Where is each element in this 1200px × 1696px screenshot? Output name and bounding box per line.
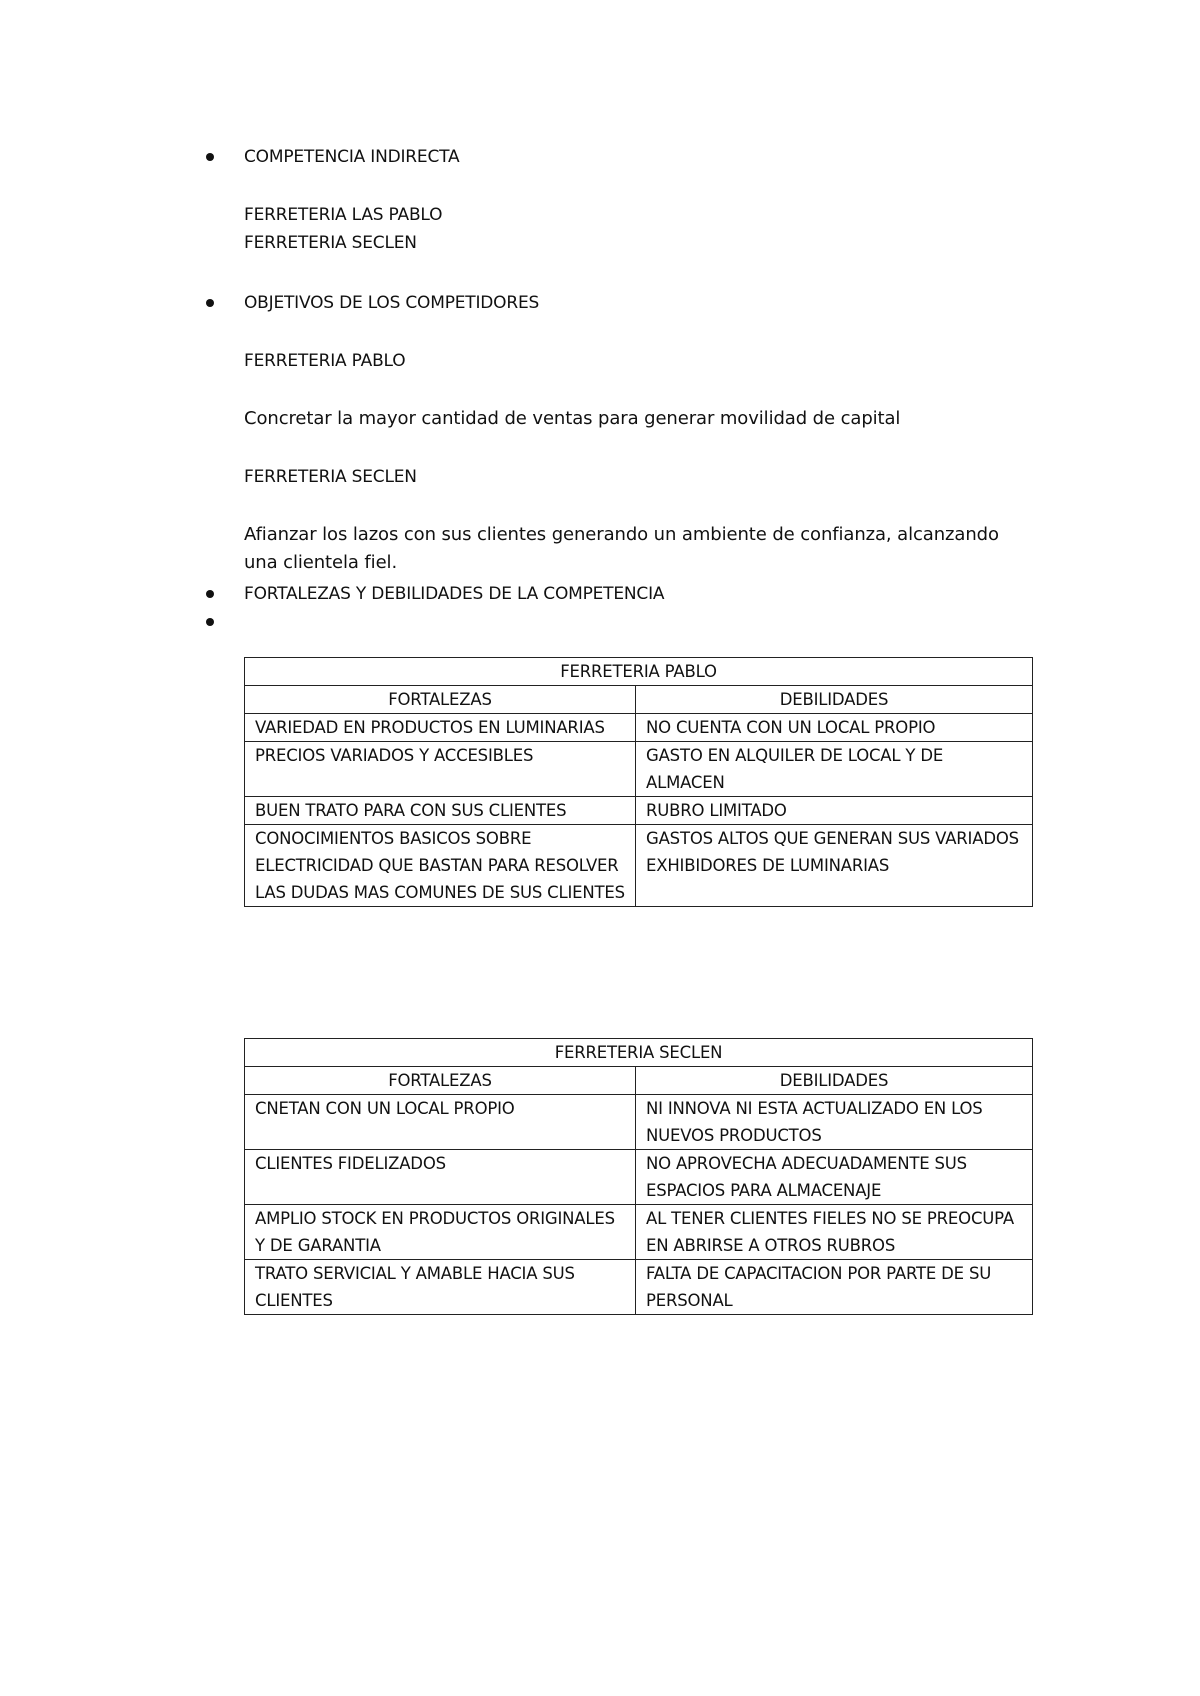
competitor-name-seclen: FERRETERIA SECLEN [244,467,417,487]
fortaleza-cell: TRATO SERVICIAL Y AMABLE HACIA SUS CLIENTES [245,1260,636,1315]
bullet-marker [206,590,214,598]
competitor-item: FERRETERIA SECLEN [244,233,417,253]
fortaleza-cell: VARIEDAD EN PRODUCTOS EN LUMINARIAS [245,714,636,742]
debilidad-cell: FALTA DE CAPACITACION POR PARTE DE SU PERSONAL [636,1260,1033,1315]
debilidad-cell: NI INNOVA NI ESTA ACTUALIZADO EN LOS NUEVOS PRODUCTOS [636,1095,1033,1150]
table-row [245,1205,1033,1260]
swot-table-pablo [244,657,1033,907]
column-header-fortalezas: FORTALEZAS [245,686,636,714]
competitor-item: FERRETERIA LAS PABLO [244,205,443,225]
column-header-debilidades: DEBILIDADES [636,686,1033,714]
bullet-marker [206,299,214,307]
debilidad-cell: RUBRO LIMITADO [636,797,1033,825]
competitor-name-pablo: FERRETERIA PABLO [244,351,406,371]
section-heading-objetivos: OBJETIVOS DE LOS COMPETIDORES [244,293,540,313]
table-row [245,797,1033,825]
bullet-marker [206,153,214,161]
debilidad-cell: GASTOS ALTOS QUE GENERAN SUS VARIADOS EXHIBIDORES DE LUMINARIAS [636,825,1033,907]
objective-seclen-line-2: una clientela fiel. [244,552,398,573]
table-title: FERRETERIA PABLO [245,658,1033,686]
objective-pablo: Concretar la mayor cantidad de ventas para generar movilidad de capital [244,408,901,429]
fortaleza-cell: PRECIOS VARIADOS Y ACCESIBLES [245,742,636,797]
table-title: FERRETERIA SECLEN [245,1039,1033,1067]
debilidad-cell: NO APROVECHA ADECUADAMENTE SUS ESPACIOS PARA ALMACENAJE [636,1150,1033,1205]
fortaleza-cell: CONOCIMIENTOS BASICOS SOBRE ELECTRICIDAD QUE BASTAN PARA RESOLVER LAS DUDAS MAS COMUNES DE SUS CLIENTES [245,825,636,907]
debilidad-cell: GASTO EN ALQUILER DE LOCAL Y DE ALMACEN [636,742,1033,797]
objective-seclen-line-1: Afianzar los lazos con sus clientes generando un ambiente de confianza, alcanzando [244,524,999,545]
section-heading-competencia-indirecta: COMPETENCIA INDIRECTA [244,147,460,167]
table-row [245,1260,1033,1315]
table-row [245,714,1033,742]
table-row [245,1095,1033,1150]
swot-table-seclen [244,1038,1033,1315]
table-row [245,1150,1033,1205]
fortaleza-cell: CLIENTES FIDELIZADOS [245,1150,636,1205]
fortaleza-cell: AMPLIO STOCK EN PRODUCTOS ORIGINALES Y DE GARANTIA [245,1205,636,1260]
debilidad-cell: AL TENER CLIENTES FIELES NO SE PREOCUPA EN ABRIRSE A OTROS RUBROS [636,1205,1033,1260]
bullet-marker-empty [206,618,214,626]
column-header-fortalezas: FORTALEZAS [245,1067,636,1095]
fortaleza-cell: BUEN TRATO PARA CON SUS CLIENTES [245,797,636,825]
debilidad-cell: NO CUENTA CON UN LOCAL PROPIO [636,714,1033,742]
table-row [245,742,1033,797]
table-row [245,825,1033,907]
column-header-debilidades: DEBILIDADES [636,1067,1033,1095]
section-heading-fortalezas: FORTALEZAS Y DEBILIDADES DE LA COMPETENCIA [244,584,665,604]
fortaleza-cell: CNETAN CON UN LOCAL PROPIO [245,1095,636,1150]
